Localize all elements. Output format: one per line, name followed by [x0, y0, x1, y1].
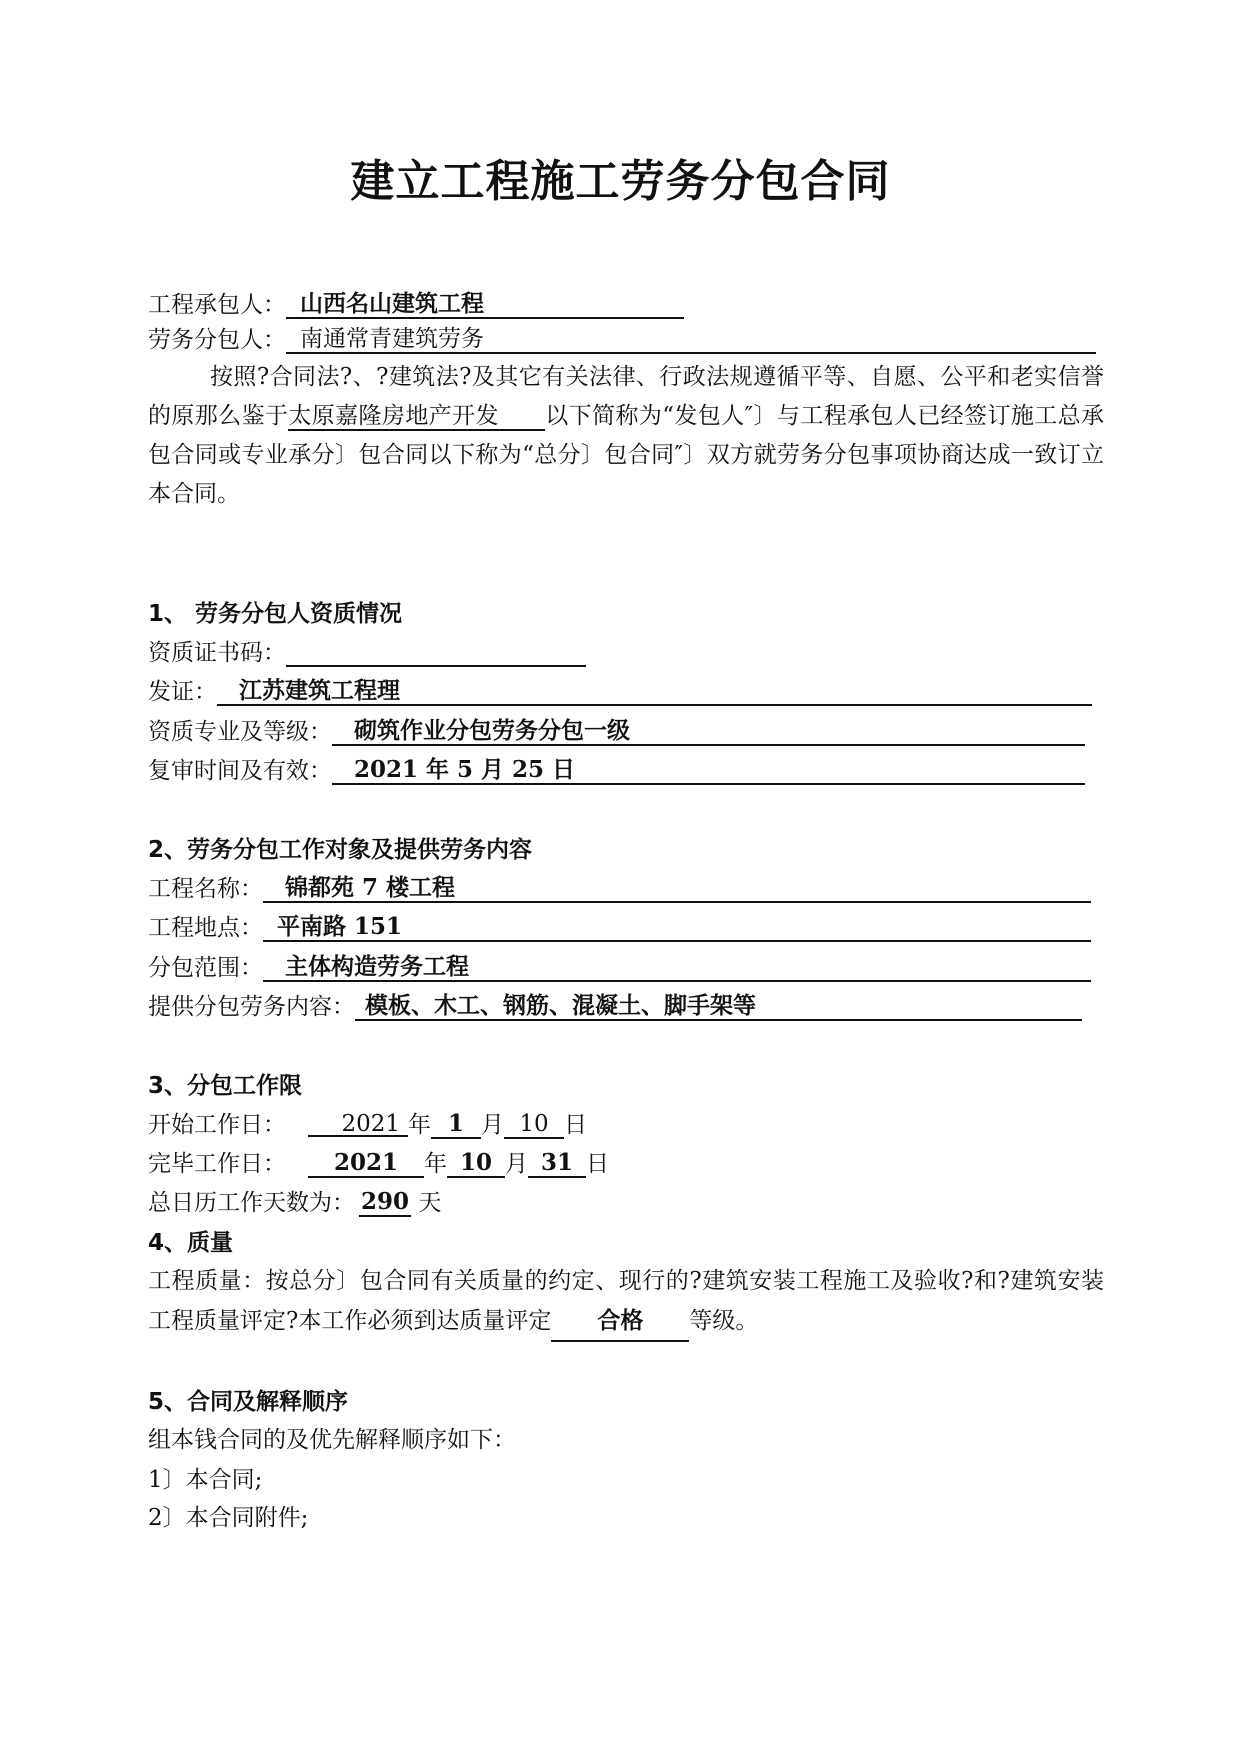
project-name-label: 工程名称： [148, 876, 263, 902]
quality-text-2: 等级。 [689, 1308, 759, 1334]
scope-line [148, 950, 1091, 986]
content-value: 模板、木工、钢筋、混凝土、脚手架等 [365, 992, 756, 1019]
project-name-value: 锦都苑 7 楼工程 [285, 874, 456, 901]
project-name-line [148, 871, 1091, 907]
cert-line [148, 635, 586, 671]
start-year-unit: 年 [408, 1112, 431, 1138]
owner-name: 太原嘉隆房地产开发 [288, 403, 499, 429]
scope-value: 主体构造劳务工程 [285, 953, 469, 980]
order-intro: 组本钱合同的及优先解释顺序如下： [148, 1427, 516, 1453]
scope-label: 分包范围： [148, 955, 263, 981]
start-day: 10 [504, 1107, 564, 1139]
content-label: 提供分包劳务内容： [148, 994, 355, 1020]
order-item-1: 1〕本合同; [148, 1467, 263, 1493]
location-label: 工程地点： [148, 915, 263, 941]
end-month: 10 [447, 1146, 505, 1178]
document-title: 建立工程施工劳务分包合同 [350, 156, 891, 207]
total-days: 290 [359, 1185, 411, 1217]
grade-line [148, 714, 1085, 750]
intro-part1: 按照?合同法?、?建筑法?及其它有关法律、行政法规遵循平等、自愿、公平和老实信誉的原那么鉴于 [148, 364, 1104, 429]
contractor-value: 山西名山建筑工程 [300, 290, 484, 317]
start-date-line [148, 1107, 587, 1143]
location-value: 平南路 151 [277, 913, 403, 940]
end-day-unit: 日 [586, 1151, 609, 1177]
section-5-heading: 5、合同及解释顺序 [148, 1389, 349, 1415]
subcontractor-line [148, 322, 1096, 358]
review-label: 复审时间及有效： [148, 758, 332, 784]
quality-grade: 合格 [551, 1301, 689, 1342]
review-value: 2021 年 5 月 25 日 [354, 756, 576, 783]
intro-part2: 以下简称为“发包人″〕与工程承包人已经签订施工总承包合同或专业承分〕包合同以下称为“总分〕包合同″〕双方就劳务分包事项协商达成一致订立本合同。 [148, 403, 1105, 507]
start-month: 1 [431, 1107, 481, 1139]
total-days-unit: 天 [418, 1190, 442, 1216]
quality-paragraph [148, 1262, 1104, 1342]
start-day-unit: 日 [564, 1112, 587, 1138]
end-year-unit: 年 [424, 1151, 447, 1177]
subcontractor-value: 南通常青建筑劳务 [300, 326, 484, 352]
section-3-heading: 3、分包工作限 [148, 1073, 303, 1099]
end-month-unit: 月 [505, 1151, 528, 1177]
end-label: 完毕工作日： [148, 1151, 286, 1177]
owner-underline-pad [499, 403, 545, 431]
start-year: 2021 [308, 1107, 408, 1137]
location-line [148, 910, 1091, 946]
section-2-heading: 2、劳务分包工作对象及提供劳务内容 [148, 837, 533, 863]
cert-label: 资质证书码： [148, 640, 286, 666]
subcontractor-label: 劳务分包人： [148, 327, 286, 353]
issuer-value: 江苏建筑工程理 [239, 677, 400, 704]
intro-paragraph [148, 358, 1104, 514]
issuer-label: 发证： [148, 679, 217, 705]
grade-label: 资质专业及等级： [148, 719, 332, 745]
start-label: 开始工作日： [148, 1112, 286, 1138]
section-4-heading: 4、质量 [148, 1230, 234, 1256]
end-day: 31 [528, 1146, 586, 1178]
contractor-line [148, 287, 684, 323]
content-line [148, 989, 1082, 1025]
section-1-heading: 1、 劳务分包人资质情况 [148, 601, 403, 627]
review-line [148, 753, 1085, 789]
issuer-line [148, 674, 1092, 710]
grade-value: 砌筑作业分包劳务分包一级 [354, 717, 630, 744]
end-date-line [148, 1146, 609, 1182]
quality-text-1: 工程质量：按总分〕包合同有关质量的约定、现行的?建筑安装工程施工及验收?和?建筑安装工程质量评定?本工作必须到达质量评定 [148, 1268, 1104, 1334]
order-item-2: 2〕本合同附件; [148, 1505, 309, 1531]
contractor-label: 工程承包人： [148, 292, 286, 318]
start-month-unit: 月 [481, 1112, 504, 1138]
total-label: 总日历工作天数为： [148, 1190, 355, 1216]
end-year: 2021 [308, 1146, 424, 1178]
cert-value [286, 639, 300, 665]
total-days-line [148, 1185, 441, 1221]
